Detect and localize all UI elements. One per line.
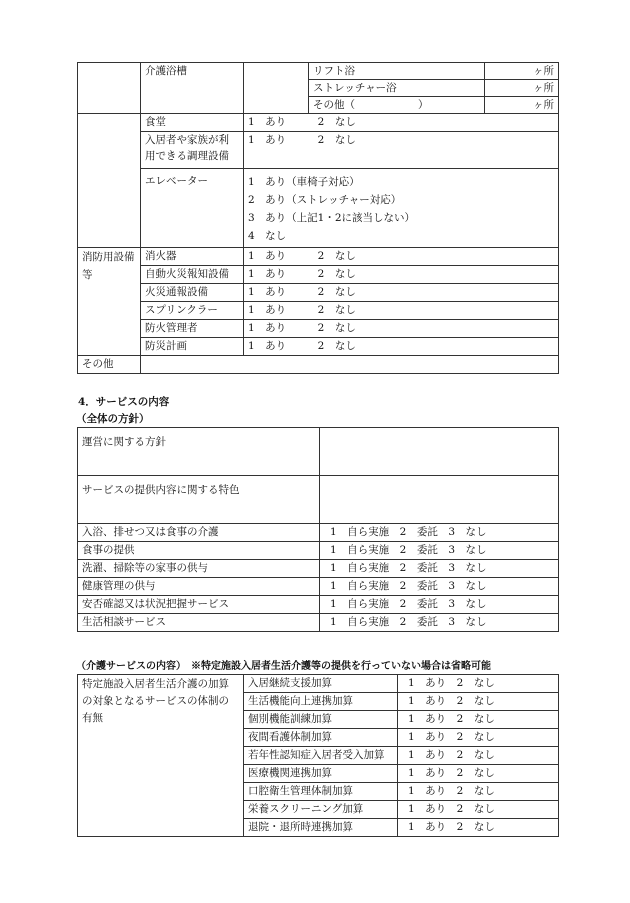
care-item-options: 1 あり 2 なし	[398, 801, 559, 819]
fire-item-options: 1 あり 2 なし	[244, 266, 559, 284]
care-additions-table	[77, 674, 559, 837]
elevator-option: 2 あり（ストレッチャー対応）	[248, 194, 402, 206]
care-item-label: 口腔衛生管理体制加算	[244, 783, 398, 801]
facilities-table	[77, 62, 559, 374]
care-item-label: 夜間看護体制加算	[244, 729, 398, 747]
fire-item-options: 1 あり 2 なし	[244, 284, 559, 302]
care-item-options: 1 あり 2 なし	[398, 765, 559, 783]
fire-item-options: 1 あり 2 なし	[244, 302, 559, 320]
feature-label: サービスの提供内容に関する特色	[78, 476, 320, 524]
care-item-options: 1 あり 2 なし	[398, 693, 559, 711]
dining-options: 1 あり 2 なし	[244, 114, 559, 132]
fire-item-label: スプリンクラー	[141, 302, 244, 320]
dining-label: 食堂	[141, 114, 244, 132]
elevator-option: 1 あり（車椅子対応）	[248, 176, 360, 188]
bath-unit: ヶ所	[485, 97, 559, 114]
care-item-options: 1 あり 2 なし	[398, 675, 559, 693]
service-options: 1 自ら実施 2 委託 3 なし	[320, 542, 559, 560]
service-label: 洗濯、掃除等の家事の供与	[78, 560, 320, 578]
service-options: 1 自ら実施 2 委託 3 なし	[320, 524, 559, 542]
cooking-label: 入居者や家族が利 用できる調理設備	[141, 132, 244, 169]
elevator-option: 3 あり（上記1・2に該当しない）	[248, 212, 416, 224]
bath-type-stretcher: ストレッチャー浴	[309, 80, 485, 97]
service-options: 1 自ら実施 2 委託 3 なし	[320, 578, 559, 596]
facilities-group-cell	[78, 63, 141, 114]
care-item-label: 個別機能訓練加算	[244, 711, 398, 729]
care-item-options: 1 あり 2 なし	[398, 783, 559, 801]
bath-label: 介護浴槽	[141, 63, 244, 114]
bath-unit: ヶ所	[485, 80, 559, 97]
care-item-label: 生活機能向上連携加算	[244, 693, 398, 711]
bath-type-lift: リフト浴	[309, 63, 485, 80]
bath-type-other: その他（ ）	[309, 97, 485, 114]
service-label: 食事の提供	[78, 542, 320, 560]
feature-value	[320, 476, 559, 524]
care-group-label: 特定施設入居者生活介護の加算 の対象となるサービスの体制の 有無	[78, 675, 244, 837]
care-item-label: 若年性認知症入居者受入加算	[244, 747, 398, 765]
service-label: 安否確認又は状況把握サービス	[78, 596, 320, 614]
elevator-label: エレベーター	[141, 169, 244, 248]
bath-unit: ヶ所	[485, 63, 559, 80]
fire-item-options: 1 あり 2 なし	[244, 338, 559, 356]
policy-label: 運営に関する方針	[78, 428, 320, 476]
fire-item-label: 防災計画	[141, 338, 244, 356]
fire-item-options: 1 あり 2 なし	[244, 320, 559, 338]
other-value	[141, 356, 559, 374]
fire-item-label: 防火管理者	[141, 320, 244, 338]
service-label: 生活相談サービス	[78, 614, 320, 632]
care-item-label: 医療機関連携加算	[244, 765, 398, 783]
section4-title: 4．サービスの内容	[78, 396, 170, 408]
care-item-options: 1 あり 2 なし	[398, 729, 559, 747]
fire-item-label: 消火器	[141, 248, 244, 266]
fire-group-label: 消防用設備 等	[78, 248, 141, 356]
service-policy-table	[77, 427, 559, 632]
care-item-options: 1 あり 2 なし	[398, 747, 559, 765]
fire-item-label: 火災通報設備	[141, 284, 244, 302]
care-item-label: 入居継続支援加算	[244, 675, 398, 693]
service-label: 入浴、排せつ又は食事の介護	[78, 524, 320, 542]
care-heading: （介護サービスの内容） ※特定施設入居者生活介護等の提供を行っていない場合は省略可能	[76, 661, 491, 672]
service-options: 1 自ら実施 2 委託 3 なし	[320, 560, 559, 578]
service-options: 1 自ら実施 2 委託 3 なし	[320, 614, 559, 632]
other-label: その他	[78, 356, 141, 374]
service-options: 1 自ら実施 2 委託 3 なし	[320, 596, 559, 614]
section4-subtitle: （全体の方針）	[76, 413, 150, 425]
service-label: 健康管理の供与	[78, 578, 320, 596]
policy-value	[320, 428, 559, 476]
elevator-options	[244, 169, 559, 248]
elevator-option: 4 なし	[248, 230, 287, 242]
care-item-label: 栄養スクリーニング加算	[244, 801, 398, 819]
care-item-label: 退院・退所時連携加算	[244, 819, 398, 837]
care-item-options: 1 あり 2 なし	[398, 711, 559, 729]
cooking-options: 1 あり 2 なし	[244, 132, 559, 169]
care-item-options: 1 あり 2 なし	[398, 819, 559, 837]
fire-item-options: 1 あり 2 なし	[244, 248, 559, 266]
fire-item-label: 自動火災報知設備	[141, 266, 244, 284]
